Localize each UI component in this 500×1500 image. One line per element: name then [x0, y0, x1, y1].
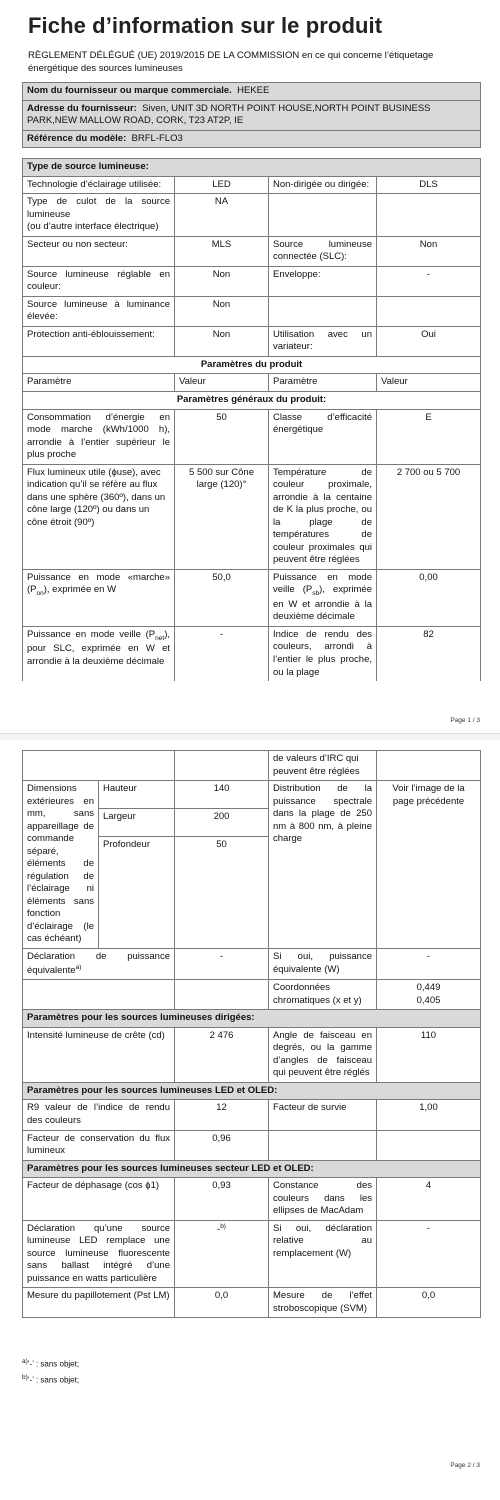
- param-label: Classe d’efficacité énergétique: [269, 409, 377, 464]
- equiv-footnote-mark: a): [75, 963, 82, 971]
- type-label: [269, 194, 377, 237]
- net-standby-sub: net: [155, 634, 165, 642]
- product-parameters-table-continued: [22, 750, 481, 1318]
- product-params-header: Paramètres du produit: [23, 356, 481, 374]
- lumen-label: Facteur de conservation du flux lumineux: [23, 1130, 175, 1160]
- param-row: [23, 751, 481, 781]
- param-label: Température de couleur proximale, arrondie à la centaine de K la plus proche, ou la plage de températures de couleur proximales qui peuvent être réglées: [269, 464, 377, 569]
- empty-cell: [175, 751, 269, 781]
- param-value: 50: [175, 409, 269, 464]
- type-label: Non-dirigée ou dirigée:: [269, 176, 377, 194]
- type-label: Technologie d’éclairage utilisée:: [23, 176, 175, 194]
- type-label: Utilisation avec un variateur:: [269, 326, 377, 356]
- chroma-y: 0,405: [416, 994, 441, 1006]
- empty-cell: [23, 980, 175, 1010]
- type-label: Source lumineuse réglable en couleur:: [23, 266, 175, 296]
- type-value: Oui: [377, 326, 481, 356]
- flicker-label: Mesure du papillotement (Pst LM): [23, 1288, 175, 1318]
- power-on-label-a: Puissance en mode «marche» (P: [27, 571, 170, 596]
- param-row: [23, 409, 481, 464]
- footnote-b-mark: b): [22, 1373, 28, 1381]
- type-value: LED: [175, 176, 269, 194]
- supplier-info-table: [22, 82, 481, 148]
- macadam-label: Constance des couleurs dans les ellipses de MacAdam: [269, 1178, 377, 1221]
- peak-label: Intensité lumineuse de crête (cd): [23, 1027, 175, 1082]
- param-row: [23, 1130, 481, 1160]
- param-value: E: [377, 409, 481, 464]
- cap-type-text: Type de culot de la source lumineuse: [27, 196, 170, 220]
- param-value: 2 700 ou 5 700: [377, 464, 481, 569]
- param-value: 82: [377, 626, 481, 681]
- type-value: Non: [175, 266, 269, 296]
- param-label: Consommation d’énergie en mode marche (kWh/1000 h), arrondie à l’entier supérieur le plus proche: [23, 409, 175, 464]
- empty-cell: [377, 751, 481, 781]
- phase-value: 0,93: [175, 1178, 269, 1221]
- dimension-name: Hauteur: [99, 781, 175, 809]
- net-standby-label-a: Puissance en mode veille (P: [27, 628, 156, 640]
- supplier-address-row: [23, 100, 481, 130]
- equiv-value: -: [175, 948, 269, 979]
- equiv-label-text: Déclaration de puissance équivalente: [27, 950, 170, 976]
- supplier-name-label: Nom du fournisseur ou marque commerciale.: [27, 85, 232, 96]
- dimensions-row: [23, 781, 481, 809]
- empty-cell: [175, 980, 269, 1010]
- param-row: [23, 980, 481, 1010]
- type-value: Non: [377, 236, 481, 266]
- model-ref-row: [23, 130, 481, 148]
- empty-cell: [377, 1130, 481, 1160]
- param-row: [23, 1027, 481, 1082]
- type-label: Source lumineuse à luminance élevée:: [23, 296, 175, 326]
- standby-label-a: Puissance en mode veille (P: [273, 571, 372, 596]
- type-label: Enveloppe:: [269, 266, 377, 296]
- r9-label: R9 valeur de l’indice de rendu des couleurs: [23, 1100, 175, 1130]
- dimension-value: 50: [175, 836, 269, 948]
- page-number: Page 2 / 3: [450, 1462, 480, 1469]
- type-label: Protection anti-éblouissement:: [23, 326, 175, 356]
- param-label: Indice de rendu des couleurs, arrondi à l’entier le plus proche, ou la plage: [269, 626, 377, 681]
- survival-value: 1,00: [377, 1100, 481, 1130]
- replace-if-value: -: [377, 1220, 481, 1288]
- page-2: [0, 740, 500, 1500]
- type-row: [23, 296, 481, 326]
- column-header-param: Paramètre: [269, 374, 377, 392]
- beam-value: 110: [377, 1027, 481, 1082]
- param-row: [23, 569, 481, 626]
- page-number: Page 1 / 3: [450, 717, 480, 724]
- dimensions-label: Dimensions extérieures en mm, sans appareillage de commande séparé, éléments de régulation de l’éclairage ni éléments sans fonction d’éclairage (le cas échéant): [23, 781, 99, 949]
- param-label: [23, 626, 175, 681]
- cap-type-note: (ou d’autre interface électrique): [27, 221, 159, 233]
- spd-label: Distribution de la puissance spectrale dans la plage de 250 nm à 800 nm, à pleine charge: [269, 781, 377, 949]
- type-value: DLS: [377, 176, 481, 194]
- param-label: [269, 569, 377, 626]
- beam-label: Angle de faisceau en degrés, ou la gamme d’angles de faisceau qui peuvent être réglés: [269, 1027, 377, 1082]
- r9-value: 12: [175, 1100, 269, 1130]
- type-value: [377, 296, 481, 326]
- phase-label: Facteur de déphasage (cos ϕ1): [23, 1178, 175, 1221]
- flicker-value: 0,0: [175, 1288, 269, 1318]
- type-row: [23, 236, 481, 266]
- chroma-x: 0,449: [416, 982, 441, 994]
- type-row: [23, 326, 481, 356]
- type-label: Source lumineuse connectée (SLC):: [269, 236, 377, 266]
- param-label: de valeurs d’IRC qui peuvent être réglées: [269, 751, 377, 781]
- page-1: [0, 0, 500, 735]
- chroma-label: Coordonnées chromatiques (x et y): [269, 980, 377, 1010]
- type-value: Non: [175, 326, 269, 356]
- param-row: [23, 1288, 481, 1318]
- supplier-address-label: Adresse du fournisseur:: [27, 102, 137, 114]
- standby-label-b: ), exprimée en W et arrondie à la deuxième décimale: [273, 584, 372, 623]
- param-row: [23, 1100, 481, 1130]
- type-value: -: [377, 266, 481, 296]
- strobo-value: 0,0: [377, 1288, 481, 1318]
- footnote-b-text: ‘-’ : sans objet;: [27, 1375, 80, 1385]
- param-value: 5 500 sur Cône large (120)°: [175, 464, 269, 569]
- strobo-label: Mesure de l’effet stroboscopique (SVM): [269, 1288, 377, 1318]
- product-parameters-table: [22, 158, 481, 681]
- mains-header: Paramètres pour les sources lumineuses secteur LED et OLED:: [23, 1160, 481, 1178]
- param-row: [23, 1220, 481, 1288]
- type-row: [23, 266, 481, 296]
- dimension-value: 140: [175, 781, 269, 809]
- type-value: NA: [175, 194, 269, 237]
- model-ref-label: Référence du modèle:: [27, 132, 127, 144]
- equiv-if-label: Si oui, puissance équivalente (W): [269, 948, 377, 979]
- supplier-name-row: [23, 83, 481, 101]
- spd-value: Voir l’image de la page précédente: [377, 781, 481, 949]
- empty-cell: [23, 751, 175, 781]
- dimension-name: Profondeur: [99, 836, 175, 948]
- light-source-type-header: Type de source lumineuse:: [23, 159, 481, 177]
- param-row: [23, 948, 481, 979]
- footnote-a-mark: a): [22, 1358, 28, 1365]
- footnote-a: [22, 1356, 79, 1372]
- dimension-name: Largeur: [99, 809, 175, 837]
- param-value: -: [175, 626, 269, 681]
- type-label: [23, 194, 175, 237]
- macadam-value: 4: [377, 1178, 481, 1221]
- param-label: [23, 569, 175, 626]
- power-on-label-b: ), exprimée en W: [43, 584, 117, 596]
- power-on-sub: on: [36, 590, 44, 598]
- empty-cell: [269, 1130, 377, 1160]
- replace-label: Déclaration qu’une source lumineuse LED remplace une source lumineuse fluorescente sans ballast intégré d’une puissance en watts particulière: [23, 1220, 175, 1288]
- chroma-value: [377, 980, 481, 1010]
- param-value: 50,0: [175, 569, 269, 626]
- standby-sub: sb: [312, 590, 320, 598]
- param-value: 0,00: [377, 569, 481, 626]
- column-header-value: Valeur: [377, 374, 481, 392]
- type-label: Secteur ou non secteur:: [23, 236, 175, 266]
- replace-value-text: -: [217, 1223, 221, 1235]
- type-row: [23, 194, 481, 237]
- replace-footnote-mark: b): [220, 1222, 226, 1230]
- lumen-value: 0,96: [175, 1130, 269, 1160]
- net-standby-label-b: ), pour SLC, exprimée en W et arrondie à la deuxième décimale: [27, 628, 170, 667]
- type-value: [377, 194, 481, 237]
- footnote-b: [22, 1372, 79, 1388]
- param-row: [23, 464, 481, 569]
- type-value: Non: [175, 296, 269, 326]
- regulation-text: RÈGLEMENT DÉLÉGUÉ (UE) 2019/2015 DE LA COMMISSION en ce qui concerne l’étiquetage énergétique des sources lumineuses: [28, 50, 434, 74]
- page-title: Fiche d’information sur le produit: [28, 13, 383, 38]
- type-value: MLS: [175, 236, 269, 266]
- equiv-if-value: -: [377, 948, 481, 979]
- param-row: [23, 626, 481, 681]
- supplier-address-value: Siven, UNIT 3D NORTH POINT HOUSE,NORTH POINT BUSINESS PARK,NEW MALLOW ROAD, CORK, T23 AT2P, IE: [27, 102, 431, 127]
- led-header: Paramètres pour les sources lumineuses LED et OLED:: [23, 1082, 481, 1100]
- column-header-param: Paramètre: [23, 374, 175, 392]
- supplier-name-value: HEKEE: [237, 85, 270, 96]
- directed-header: Paramètres pour les sources lumineuses dirigées:: [23, 1010, 481, 1028]
- replace-value: [175, 1220, 269, 1288]
- peak-value: 2 476: [175, 1027, 269, 1082]
- replace-if-label: Si oui, déclaration relative au remplacement (W): [269, 1220, 377, 1288]
- column-header-row: [23, 374, 481, 392]
- type-row: [23, 176, 481, 194]
- type-label: [269, 296, 377, 326]
- param-row: [23, 1178, 481, 1221]
- footnotes: [22, 1356, 79, 1388]
- footnote-a-text: ‘-’ : sans objet;: [27, 1359, 80, 1369]
- general-params-header: Paramètres généraux du produit:: [23, 391, 481, 409]
- dimension-value: 200: [175, 809, 269, 837]
- column-header-value: Valeur: [175, 374, 269, 392]
- survival-label: Facteur de survie: [269, 1100, 377, 1130]
- param-label: Flux lumineux utile (ϕuse), avec indication qu’il se réfère au flux dans une sphère (360º), dans un cône large (120º) ou dans un cône étroit (90º): [23, 464, 175, 569]
- model-ref-value: BRFL-FLO3: [131, 132, 183, 144]
- equiv-label: [23, 948, 175, 979]
